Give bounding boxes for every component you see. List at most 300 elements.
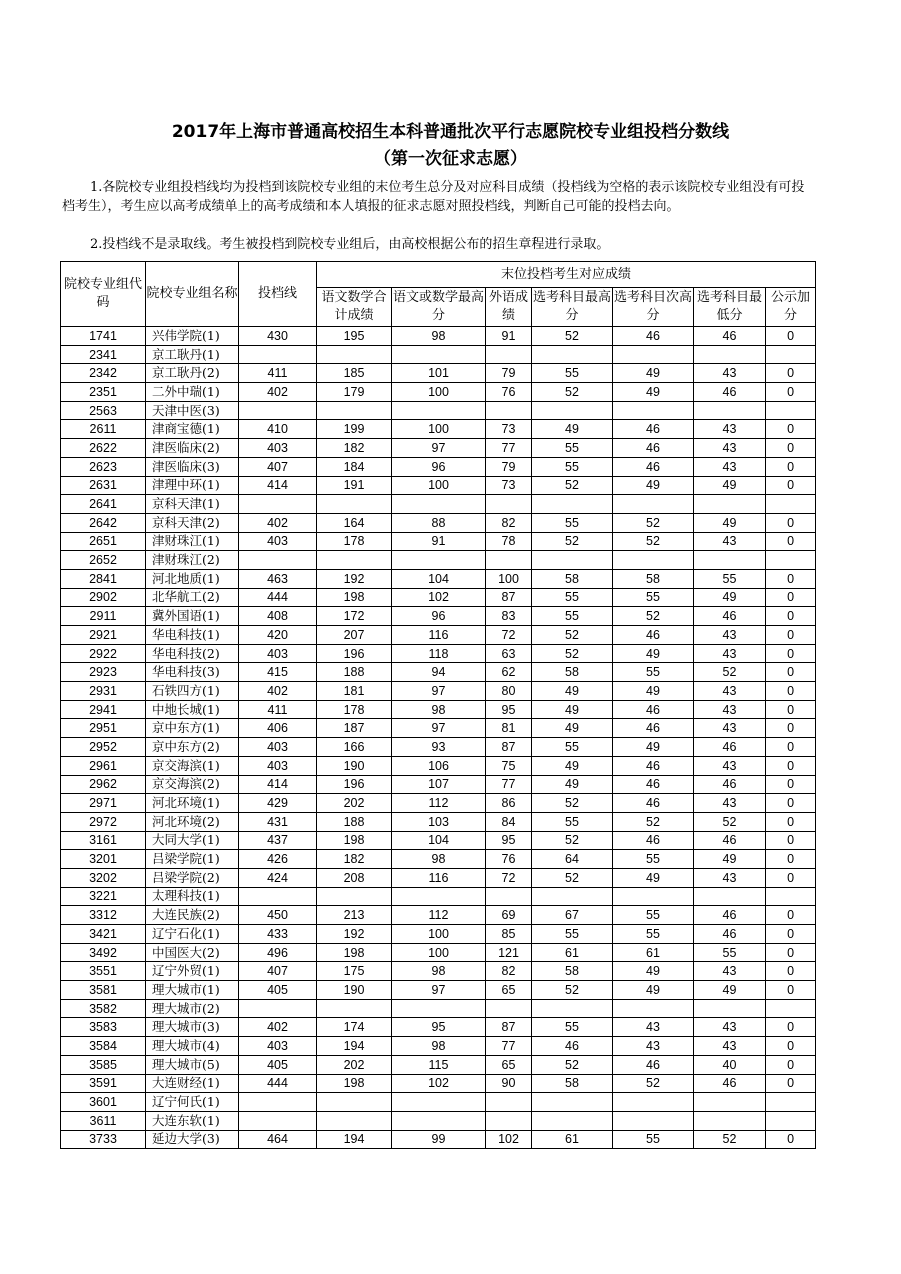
table-cell xyxy=(694,401,766,420)
table-cell: 2972 xyxy=(61,812,146,831)
table-cell: 理大城市(4) xyxy=(146,1037,239,1056)
table-cell: 426 xyxy=(239,850,317,869)
header-sub-chinese-math-total: 语文数学合计成绩 xyxy=(317,288,392,327)
table-cell xyxy=(532,345,613,364)
table-cell: 188 xyxy=(317,663,392,682)
table-cell: 京中东方(2) xyxy=(146,738,239,757)
table-cell: 43 xyxy=(694,364,766,383)
table-cell: 116 xyxy=(392,868,486,887)
table-cell: 理大城市(3) xyxy=(146,1018,239,1037)
table-cell: 79 xyxy=(486,457,532,476)
table-cell: 55 xyxy=(532,439,613,458)
table-cell: 46 xyxy=(694,738,766,757)
table-cell: 411 xyxy=(239,364,317,383)
table-row xyxy=(61,569,816,588)
table-cell: 82 xyxy=(486,513,532,532)
table-cell: 49 xyxy=(694,476,766,495)
header-sub-chinese-or-math-max: 语文或数学最高分 xyxy=(392,288,486,327)
table-cell: 河北环境(1) xyxy=(146,794,239,813)
table-cell: 49 xyxy=(613,868,694,887)
table-cell: 444 xyxy=(239,588,317,607)
table-row xyxy=(61,345,816,364)
table-cell: 太理科技(1) xyxy=(146,887,239,906)
table-cell: 49 xyxy=(613,981,694,1000)
table-cell: 2923 xyxy=(61,663,146,682)
table-row xyxy=(61,943,816,962)
table-cell: 86 xyxy=(486,794,532,813)
table-cell: 津商宝德(1) xyxy=(146,420,239,439)
table-cell: 58 xyxy=(532,1074,613,1093)
table-cell: 420 xyxy=(239,626,317,645)
table-cell: 55 xyxy=(532,364,613,383)
table-cell: 424 xyxy=(239,868,317,887)
table-cell: 403 xyxy=(239,738,317,757)
table-cell: 3201 xyxy=(61,850,146,869)
table-cell: 43 xyxy=(694,420,766,439)
table-cell: 403 xyxy=(239,1037,317,1056)
table-cell: 2351 xyxy=(61,383,146,402)
table-cell: 46 xyxy=(613,700,694,719)
table-cell: 0 xyxy=(766,794,816,813)
table-cell: 43 xyxy=(694,682,766,701)
table-cell: 大同大学(1) xyxy=(146,831,239,850)
table-cell: 410 xyxy=(239,420,317,439)
table-cell: 2952 xyxy=(61,738,146,757)
table-cell: 77 xyxy=(486,439,532,458)
table-cell: 82 xyxy=(486,962,532,981)
table-cell: 429 xyxy=(239,794,317,813)
table-cell: 北华航工(2) xyxy=(146,588,239,607)
table-cell: 52 xyxy=(532,644,613,663)
table-cell xyxy=(613,1111,694,1130)
table-cell: 辽宁何氏(1) xyxy=(146,1093,239,1112)
table-cell: 414 xyxy=(239,476,317,495)
table-cell: 194 xyxy=(317,1130,392,1149)
table-cell: 43 xyxy=(694,457,766,476)
table-cell: 2962 xyxy=(61,775,146,794)
table-row xyxy=(61,682,816,701)
table-cell xyxy=(486,1093,532,1112)
table-cell: 55 xyxy=(532,513,613,532)
table-row xyxy=(61,644,816,663)
table-cell xyxy=(532,551,613,570)
table-cell: 107 xyxy=(392,775,486,794)
table-cell: 112 xyxy=(392,906,486,925)
table-cell: 95 xyxy=(392,1018,486,1037)
table-cell: 73 xyxy=(486,420,532,439)
table-cell: 95 xyxy=(486,700,532,719)
table-cell: 京交海滨(2) xyxy=(146,775,239,794)
table-cell: 0 xyxy=(766,738,816,757)
table-cell xyxy=(392,495,486,514)
table-cell: 46 xyxy=(694,906,766,925)
header-sub-elective-min: 选考科目最低分 xyxy=(694,288,766,327)
table-cell: 0 xyxy=(766,476,816,495)
table-cell: 407 xyxy=(239,457,317,476)
table-row xyxy=(61,383,816,402)
table-cell: 津医临床(2) xyxy=(146,439,239,458)
table-cell: 46 xyxy=(694,327,766,346)
table-cell xyxy=(766,887,816,906)
table-cell: 辽宁石化(1) xyxy=(146,925,239,944)
table-cell: 98 xyxy=(392,850,486,869)
table-cell: 450 xyxy=(239,906,317,925)
table-cell xyxy=(532,401,613,420)
table-cell: 77 xyxy=(486,775,532,794)
table-cell: 182 xyxy=(317,439,392,458)
table-body xyxy=(61,327,816,1149)
table-cell: 179 xyxy=(317,383,392,402)
table-cell: 403 xyxy=(239,756,317,775)
table-cell: 3584 xyxy=(61,1037,146,1056)
table-cell xyxy=(317,887,392,906)
table-cell xyxy=(613,495,694,514)
table-cell: 58 xyxy=(613,569,694,588)
table-cell: 49 xyxy=(532,756,613,775)
table-cell: 京中东方(1) xyxy=(146,719,239,738)
table-cell: 95 xyxy=(486,831,532,850)
table-row xyxy=(61,738,816,757)
table-cell: 3312 xyxy=(61,906,146,925)
table-cell: 52 xyxy=(694,812,766,831)
table-cell xyxy=(317,551,392,570)
table-cell: 2341 xyxy=(61,345,146,364)
table-cell: 0 xyxy=(766,532,816,551)
table-cell: 55 xyxy=(613,588,694,607)
table-cell: 2971 xyxy=(61,794,146,813)
table-cell: 61 xyxy=(613,943,694,962)
table-row xyxy=(61,1111,816,1130)
table-cell: 2642 xyxy=(61,513,146,532)
table-cell: 72 xyxy=(486,626,532,645)
table-cell: 中国医大(2) xyxy=(146,943,239,962)
table-row xyxy=(61,868,816,887)
table-cell: 98 xyxy=(392,700,486,719)
table-cell xyxy=(392,1111,486,1130)
table-cell: 46 xyxy=(613,626,694,645)
table-cell: 433 xyxy=(239,925,317,944)
table-row xyxy=(61,364,816,383)
table-cell: 55 xyxy=(532,812,613,831)
table-cell: 43 xyxy=(694,756,766,775)
table-cell: 78 xyxy=(486,532,532,551)
header-line: 投档线 xyxy=(239,262,317,327)
table-cell: 73 xyxy=(486,476,532,495)
table-cell: 46 xyxy=(694,775,766,794)
table-row xyxy=(61,551,816,570)
table-cell: 100 xyxy=(392,925,486,944)
table-cell: 河北环境(2) xyxy=(146,812,239,831)
table-cell: 181 xyxy=(317,682,392,701)
table-cell: 0 xyxy=(766,1055,816,1074)
table-cell: 188 xyxy=(317,812,392,831)
table-cell: 43 xyxy=(613,1037,694,1056)
header-code: 院校专业组代码 xyxy=(61,262,146,327)
table-cell: 2841 xyxy=(61,569,146,588)
table-cell: 43 xyxy=(694,962,766,981)
table-cell: 52 xyxy=(694,663,766,682)
table-cell xyxy=(486,551,532,570)
table-cell: 2951 xyxy=(61,719,146,738)
table-cell: 99 xyxy=(392,1130,486,1149)
table-cell: 0 xyxy=(766,962,816,981)
table-cell: 3581 xyxy=(61,981,146,1000)
table-cell: 3492 xyxy=(61,943,146,962)
table-cell: 52 xyxy=(613,532,694,551)
table-cell: 理大城市(1) xyxy=(146,981,239,1000)
table-cell: 52 xyxy=(613,1074,694,1093)
table-cell: 64 xyxy=(532,850,613,869)
table-cell: 0 xyxy=(766,626,816,645)
table-cell: 52 xyxy=(532,868,613,887)
table-cell xyxy=(239,1111,317,1130)
table-cell: 46 xyxy=(613,420,694,439)
table-cell: 96 xyxy=(392,607,486,626)
table-cell: 天津中医(3) xyxy=(146,401,239,420)
table-cell: 91 xyxy=(486,327,532,346)
table-cell: 3591 xyxy=(61,1074,146,1093)
table-cell: 52 xyxy=(532,532,613,551)
table-cell xyxy=(486,999,532,1018)
table-cell: 52 xyxy=(694,1130,766,1149)
table-cell: 52 xyxy=(532,476,613,495)
table-cell: 430 xyxy=(239,327,317,346)
table-cell: 55 xyxy=(694,569,766,588)
table-cell: 大连民族(2) xyxy=(146,906,239,925)
table-cell: 2623 xyxy=(61,457,146,476)
table-cell: 2622 xyxy=(61,439,146,458)
table-cell: 3202 xyxy=(61,868,146,887)
table-cell: 87 xyxy=(486,1018,532,1037)
table-cell xyxy=(766,1111,816,1130)
table-cell: 112 xyxy=(392,794,486,813)
table-cell: 46 xyxy=(613,775,694,794)
table-cell: 0 xyxy=(766,457,816,476)
table-cell: 187 xyxy=(317,719,392,738)
table-cell: 55 xyxy=(613,663,694,682)
table-cell: 174 xyxy=(317,1018,392,1037)
table-cell xyxy=(613,401,694,420)
table-cell: 49 xyxy=(613,383,694,402)
header-sub-elective-max: 选考科目最高分 xyxy=(532,288,613,327)
table-cell: 0 xyxy=(766,439,816,458)
table-cell: 406 xyxy=(239,719,317,738)
table-cell: 46 xyxy=(532,1037,613,1056)
table-cell: 104 xyxy=(392,569,486,588)
table-cell: 43 xyxy=(694,439,766,458)
table-cell: 94 xyxy=(392,663,486,682)
table-cell xyxy=(392,887,486,906)
table-cell: 二外中瑞(1) xyxy=(146,383,239,402)
table-row xyxy=(61,495,816,514)
table-cell xyxy=(694,1111,766,1130)
table-row xyxy=(61,925,816,944)
table-cell: 87 xyxy=(486,738,532,757)
table-cell: 63 xyxy=(486,644,532,663)
table-cell: 90 xyxy=(486,1074,532,1093)
table-row xyxy=(61,1130,816,1149)
table-row xyxy=(61,1018,816,1037)
table-cell: 2911 xyxy=(61,607,146,626)
table-cell: 192 xyxy=(317,925,392,944)
table-row xyxy=(61,420,816,439)
table-cell xyxy=(239,887,317,906)
table-cell xyxy=(486,495,532,514)
table-cell: 46 xyxy=(613,1055,694,1074)
table-cell: 198 xyxy=(317,588,392,607)
table-cell xyxy=(766,345,816,364)
table-cell: 华电科技(3) xyxy=(146,663,239,682)
table-cell: 87 xyxy=(486,588,532,607)
table-row xyxy=(61,906,816,925)
table-cell: 0 xyxy=(766,607,816,626)
table-cell: 178 xyxy=(317,532,392,551)
table-cell: 97 xyxy=(392,439,486,458)
table-cell: 194 xyxy=(317,1037,392,1056)
table-cell: 49 xyxy=(532,420,613,439)
table-row xyxy=(61,887,816,906)
table-cell: 106 xyxy=(392,756,486,775)
table-cell xyxy=(486,887,532,906)
table-cell: 198 xyxy=(317,1074,392,1093)
table-cell: 83 xyxy=(486,607,532,626)
table-cell: 0 xyxy=(766,1130,816,1149)
table-cell: 华电科技(2) xyxy=(146,644,239,663)
table-cell: 76 xyxy=(486,383,532,402)
table-cell: 431 xyxy=(239,812,317,831)
table-cell: 98 xyxy=(392,327,486,346)
table-cell: 58 xyxy=(532,663,613,682)
table-cell: 118 xyxy=(392,644,486,663)
table-cell: 0 xyxy=(766,700,816,719)
table-cell: 49 xyxy=(613,738,694,757)
table-cell: 49 xyxy=(613,682,694,701)
table-cell: 55 xyxy=(532,607,613,626)
table-cell: 67 xyxy=(532,906,613,925)
table-cell: 402 xyxy=(239,1018,317,1037)
table-row xyxy=(61,999,816,1018)
table-cell: 97 xyxy=(392,682,486,701)
table-cell: 3733 xyxy=(61,1130,146,1149)
table-cell: 2902 xyxy=(61,588,146,607)
table-cell: 3421 xyxy=(61,925,146,944)
table-cell xyxy=(317,999,392,1018)
table-cell: 402 xyxy=(239,682,317,701)
table-cell: 102 xyxy=(392,1074,486,1093)
table-cell: 津医临床(3) xyxy=(146,457,239,476)
table-cell: 石铁四方(1) xyxy=(146,682,239,701)
table-cell: 2641 xyxy=(61,495,146,514)
table-row xyxy=(61,981,816,1000)
table-cell: 103 xyxy=(392,812,486,831)
table-cell: 196 xyxy=(317,644,392,663)
table-cell: 0 xyxy=(766,925,816,944)
table-cell: 55 xyxy=(694,943,766,962)
table-cell: 0 xyxy=(766,775,816,794)
table-cell xyxy=(317,401,392,420)
table-cell: 52 xyxy=(532,831,613,850)
table-cell: 85 xyxy=(486,925,532,944)
table-cell: 55 xyxy=(532,588,613,607)
table-row xyxy=(61,588,816,607)
table-cell: 62 xyxy=(486,663,532,682)
table-row xyxy=(61,756,816,775)
table-row xyxy=(61,607,816,626)
table-cell: 2961 xyxy=(61,756,146,775)
table-row xyxy=(61,532,816,551)
table-cell xyxy=(486,1111,532,1130)
table-cell: 46 xyxy=(694,831,766,850)
table-cell: 52 xyxy=(613,513,694,532)
table-cell: 52 xyxy=(532,626,613,645)
table-cell: 0 xyxy=(766,831,816,850)
table-cell xyxy=(392,551,486,570)
table-cell: 京科天津(2) xyxy=(146,513,239,532)
table-cell: 0 xyxy=(766,850,816,869)
table-cell: 52 xyxy=(532,794,613,813)
table-cell xyxy=(317,345,392,364)
table-row xyxy=(61,401,816,420)
table-cell: 408 xyxy=(239,607,317,626)
table-cell: 0 xyxy=(766,868,816,887)
table-cell: 理大城市(2) xyxy=(146,999,239,1018)
table-cell xyxy=(532,1111,613,1130)
table-cell: 0 xyxy=(766,1037,816,1056)
table-cell: 3585 xyxy=(61,1055,146,1074)
table-cell: 190 xyxy=(317,981,392,1000)
table-cell: 49 xyxy=(613,364,694,383)
table-cell: 0 xyxy=(766,327,816,346)
table-cell: 46 xyxy=(613,756,694,775)
table-cell: 3601 xyxy=(61,1093,146,1112)
table-cell: 58 xyxy=(532,962,613,981)
table-cell: 43 xyxy=(694,626,766,645)
table-cell: 中地长城(1) xyxy=(146,700,239,719)
table-cell xyxy=(613,551,694,570)
table-cell: 93 xyxy=(392,738,486,757)
table-cell: 185 xyxy=(317,364,392,383)
table-cell: 49 xyxy=(694,850,766,869)
table-cell: 52 xyxy=(613,812,694,831)
table-cell: 49 xyxy=(532,775,613,794)
table-cell: 京科天津(1) xyxy=(146,495,239,514)
table-cell: 175 xyxy=(317,962,392,981)
table-cell: 46 xyxy=(613,457,694,476)
table-row xyxy=(61,327,816,346)
table-cell: 463 xyxy=(239,569,317,588)
table-cell xyxy=(532,1093,613,1112)
table-cell: 2631 xyxy=(61,476,146,495)
table-cell: 444 xyxy=(239,1074,317,1093)
table-row xyxy=(61,1037,816,1056)
table-cell: 55 xyxy=(613,906,694,925)
table-cell: 402 xyxy=(239,383,317,402)
table-cell xyxy=(317,495,392,514)
table-cell: 46 xyxy=(613,831,694,850)
table-row xyxy=(61,476,816,495)
table-cell xyxy=(613,1093,694,1112)
table-cell: 0 xyxy=(766,383,816,402)
table-cell: 0 xyxy=(766,663,816,682)
table-cell: 理大城市(5) xyxy=(146,1055,239,1074)
table-row xyxy=(61,794,816,813)
table-cell: 98 xyxy=(392,1037,486,1056)
table-cell: 195 xyxy=(317,327,392,346)
table-cell: 大连东软(1) xyxy=(146,1111,239,1130)
table-row xyxy=(61,1093,816,1112)
table-cell xyxy=(317,1111,392,1130)
table-cell: 198 xyxy=(317,943,392,962)
